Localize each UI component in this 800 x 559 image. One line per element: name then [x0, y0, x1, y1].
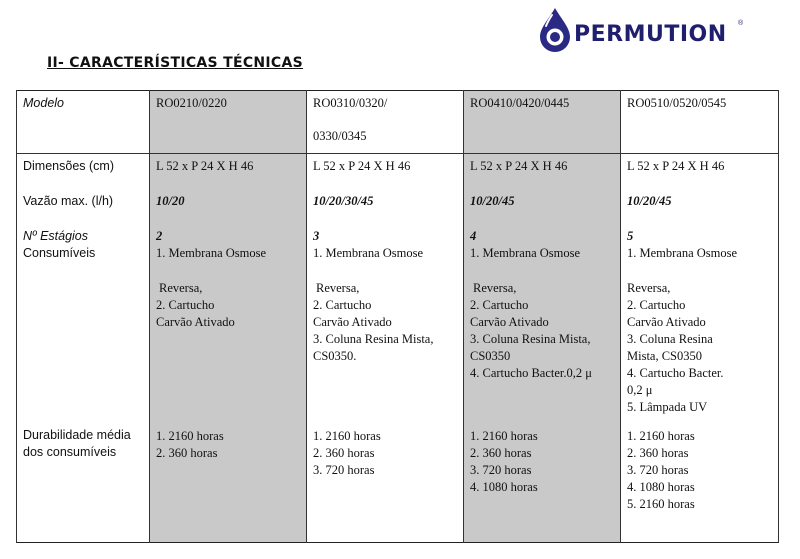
consumivel-item: Reversa, [473, 281, 517, 295]
consumivel-item: 3. Coluna Resina [627, 332, 713, 346]
durabilidade-item: 2. 360 horas [470, 446, 532, 460]
logo-wordmark: PERMUTION [574, 22, 727, 47]
consumivel-item: 2. Cartucho [627, 298, 686, 312]
durabilidade-item: 1. 2160 horas [313, 429, 381, 443]
model-column-4 [621, 154, 779, 543]
consumivel-item: Reversa, [316, 281, 360, 295]
consumivel-item: 2. Cartucho [313, 298, 372, 312]
estagios-value: 2 [156, 229, 163, 243]
modelo-col-2 [307, 91, 464, 154]
durabilidade-item: 3. 720 horas [627, 463, 689, 477]
consumivel-item: 1. Membrana Osmose [627, 246, 738, 260]
durabilidade-item: 1. 2160 horas [470, 429, 538, 443]
modelo-value: RO0410/0420/0445 [470, 96, 570, 110]
technical-specs-table [16, 90, 779, 543]
consumivel-item: Carvão Ativado [156, 315, 235, 329]
durabilidade-item: 4. 1080 horas [627, 480, 695, 494]
modelo-value: RO0510/0520/0545 [627, 96, 727, 110]
durabilidade-item: 3. 720 horas [470, 463, 532, 477]
durabilidade-item: 5. 2160 horas [627, 497, 695, 511]
consumivel-item: 1. Membrana Osmose [156, 246, 267, 260]
modelo-col-4 [621, 91, 779, 154]
dimensoes-value: L 52 x P 24 X H 46 [470, 159, 568, 173]
section-heading: II- CARACTERÍSTICAS TÉCNICAS [47, 55, 304, 71]
consumivel-item: 3. Coluna Resina Mista, [470, 332, 591, 346]
registered-mark: ® [738, 20, 744, 27]
row-modelo [17, 91, 779, 154]
consumivel-item: Carvão Ativado [627, 315, 706, 329]
estagios-value: 4 [470, 229, 477, 243]
consumivel-item: 2. Cartucho [156, 298, 215, 312]
dimensoes-value: L 52 x P 24 X H 46 [156, 159, 254, 173]
model-column-1 [150, 154, 307, 543]
durabilidade-item: 3. 720 horas [313, 463, 375, 477]
durabilidade-item: 1. 2160 horas [156, 429, 224, 443]
vazao-value: 10/20/45 [470, 194, 515, 208]
estagios-label: Nº Estágios [23, 229, 89, 243]
modelo-value: RO0210/0220 [156, 96, 227, 110]
consumivel-item: 1. Membrana Osmose [470, 246, 581, 260]
consumivel-item: 4. Cartucho Bacter.0,2 μ [470, 366, 592, 380]
vazao-value: 10/20 [156, 194, 185, 208]
dimensoes-label: Dimensões (cm) [23, 159, 114, 173]
consumivel-item: 4. Cartucho Bacter. [627, 366, 724, 380]
consumivel-item: 0,2 μ [627, 383, 653, 397]
vazao-label: Vazão max. (l/h) [23, 194, 114, 208]
durabilidade-label: Durabilidade média [23, 428, 131, 442]
vazao-value: 10/20/45 [627, 194, 672, 208]
durabilidade-item: 2. 360 horas [627, 446, 689, 460]
durabilidade-item: 4. 1080 horas [470, 480, 538, 494]
durabilidade-item: 1. 2160 horas [627, 429, 695, 443]
modelo-col-3 [464, 91, 621, 154]
modelo-value-cont: 0330/0345 [313, 129, 367, 143]
estagios-value: 5 [627, 229, 634, 243]
consumivel-item: Carvão Ativado [313, 315, 392, 329]
durabilidade-label-cont: dos consumíveis [23, 445, 117, 459]
consumivel-item: 5. Lâmpada UV [627, 400, 708, 414]
model-column-2 [307, 154, 464, 543]
dimensoes-value: L 52 x P 24 X H 46 [627, 159, 725, 173]
modelo-value: RO0310/0320/ [313, 96, 388, 110]
model-column-3 [464, 154, 621, 543]
consumivel-item: Reversa, [159, 281, 203, 295]
vazao-value: 10/20/30/45 [313, 194, 374, 208]
durabilidade-item: 2. 360 horas [156, 446, 218, 460]
label-modelo [17, 91, 150, 154]
consumivel-item: 3. Coluna Resina Mista, [313, 332, 434, 346]
consumivel-item: Mista, CS0350 [627, 349, 703, 363]
estagios-value: 3 [313, 229, 320, 243]
consumivel-item: 2. Cartucho [470, 298, 529, 312]
modelo-col-1 [150, 91, 307, 154]
consumivel-item: Reversa, [627, 281, 671, 295]
row-body [17, 154, 779, 543]
consumivel-item: 1. Membrana Osmose [313, 246, 424, 260]
modelo-label: Modelo [23, 96, 64, 110]
durabilidade-item: 2. 360 horas [313, 446, 375, 460]
consumivel-item: Carvão Ativado [470, 315, 549, 329]
label-column [17, 154, 150, 543]
consumiveis-label: Consumíveis [23, 246, 96, 260]
consumivel-item: CS0350. [313, 349, 357, 363]
water-drop-icon [537, 6, 573, 54]
consumivel-item: CS0350 [470, 349, 511, 363]
dimensoes-value: L 52 x P 24 X H 46 [313, 159, 411, 173]
